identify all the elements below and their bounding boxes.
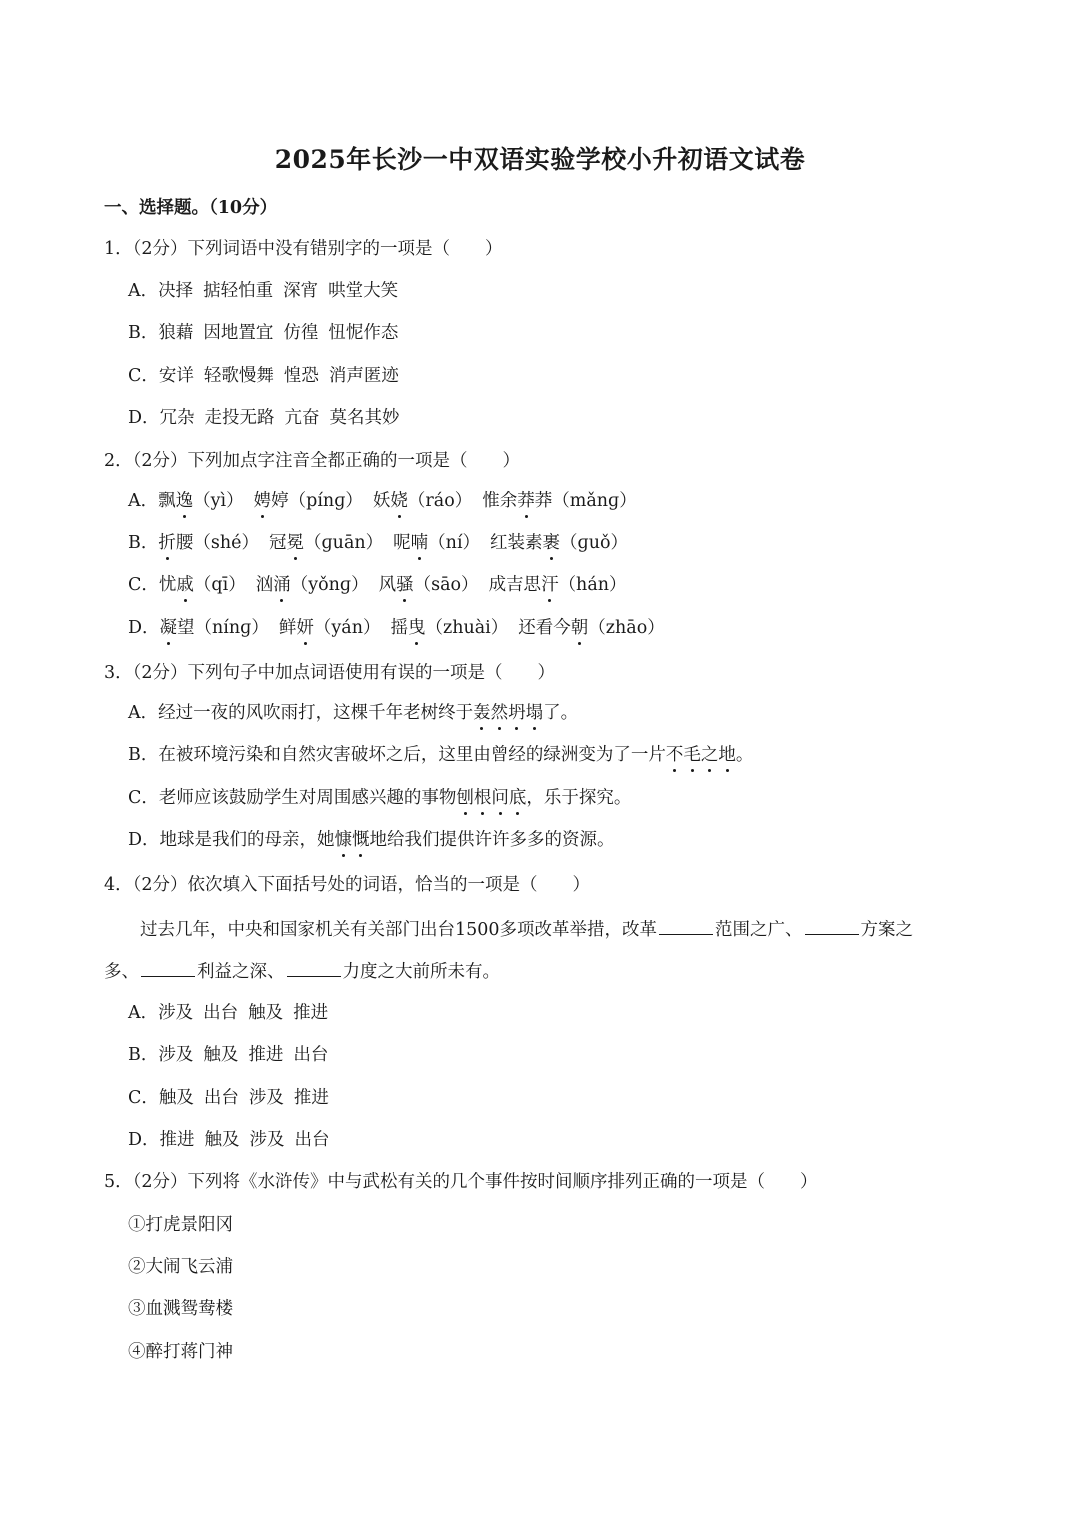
question-5-event-1: ①打虎景阳冈 bbox=[128, 1215, 233, 1235]
question-1-option-a[interactable]: A．决择 掂轻怕重 深宵 哄堂大笑 bbox=[128, 281, 399, 301]
fill-blank-3[interactable] bbox=[141, 958, 195, 977]
question-4-option-d[interactable]: D．推进 触及 涉及 出台 bbox=[128, 1130, 330, 1150]
fill-blank-2[interactable] bbox=[805, 916, 859, 935]
question-4-passage-line-1: 过去几年，中央和国家机关有关部门出台1500多项改革举措，改革 范围之广、 方案之 bbox=[140, 916, 913, 942]
question-2-option-c[interactable]: C．忧戚（qī） 汹涌（yǒnɡ） 风骚（sāo） 成吉思汗（hán） bbox=[128, 575, 627, 595]
section-heading: 一、选择题。（10分） bbox=[104, 198, 278, 218]
question-4-option-c[interactable]: C．触及 出台 涉及 推进 bbox=[128, 1088, 329, 1108]
fill-blank-4[interactable] bbox=[287, 958, 341, 977]
question-2-option-d[interactable]: D．凝望（nínɡ） 鲜妍（yán） 摇曳（zhuài） 还看今朝（zhāo） bbox=[128, 618, 665, 638]
question-5-event-2: ②大闹飞云浦 bbox=[128, 1257, 233, 1277]
question-2-stem: 2．（2分）下列加点字注音全都正确的一项是（ ） bbox=[104, 451, 521, 471]
question-3-option-b[interactable]: B．在被环境污染和自然灾害破坏之后，这里由曾经的绿洲变为了一片不毛之地。 bbox=[128, 745, 754, 765]
question-1-option-d[interactable]: D．冗杂 走投无路 亢奋 莫名其妙 bbox=[128, 408, 400, 428]
question-4-passage-line-2: 多、 利益之深、 力度之大前所未有。 bbox=[104, 958, 500, 984]
question-2-option-a[interactable]: A．飘逸（yì） 娉婷（pínɡ） 妖娆（ráo） 惟余莽莽（mǎnɡ） bbox=[128, 491, 637, 511]
question-2-option-b[interactable]: B．折腰（shé） 冠冕（ɡuān） 呢喃（ní） 红装素裹（ɡuǒ） bbox=[128, 533, 629, 553]
question-1-stem: 1．（2分）下列词语中没有错别字的一项是（ ） bbox=[104, 239, 503, 259]
question-3-stem: 3．（2分）下列句子中加点词语使用有误的一项是（ ） bbox=[104, 663, 556, 683]
fill-blank-1[interactable] bbox=[659, 916, 713, 935]
question-4-option-b[interactable]: B．涉及 触及 推进 出台 bbox=[128, 1045, 329, 1065]
question-5-event-4: ④醉打蒋门神 bbox=[128, 1342, 233, 1362]
question-3-option-c[interactable]: C．老师应该鼓励学生对周围感兴趣的事物刨根问底，乐于探究。 bbox=[128, 788, 632, 808]
question-3-option-d[interactable]: D．地球是我们的母亲，她慷慨地给我们提供许许多多的资源。 bbox=[128, 830, 615, 850]
question-4-option-a[interactable]: A．涉及 出台 触及 推进 bbox=[128, 1003, 329, 1023]
question-1-option-b[interactable]: B．狼藉 因地置宜 仿徨 忸怩作态 bbox=[128, 323, 399, 343]
question-5-event-3: ③血溅鸳鸯楼 bbox=[128, 1299, 233, 1319]
question-3-option-a[interactable]: A．经过一夜的风吹雨打，这棵千年老树终于轰然坍塌了。 bbox=[128, 703, 579, 723]
question-1-option-c[interactable]: C．安详 轻歌慢舞 惶恐 消声匿迹 bbox=[128, 366, 399, 386]
question-5-stem: 5．（2分）下列将《水浒传》中与武松有关的几个事件按时间顺序排列正确的一项是（ ） bbox=[104, 1172, 818, 1192]
question-4-stem: 4．（2分）依次填入下面括号处的词语，恰当的一项是（ ） bbox=[104, 875, 591, 895]
page-title: 2025年长沙一中双语实验学校小升初语文试卷 bbox=[274, 145, 806, 174]
